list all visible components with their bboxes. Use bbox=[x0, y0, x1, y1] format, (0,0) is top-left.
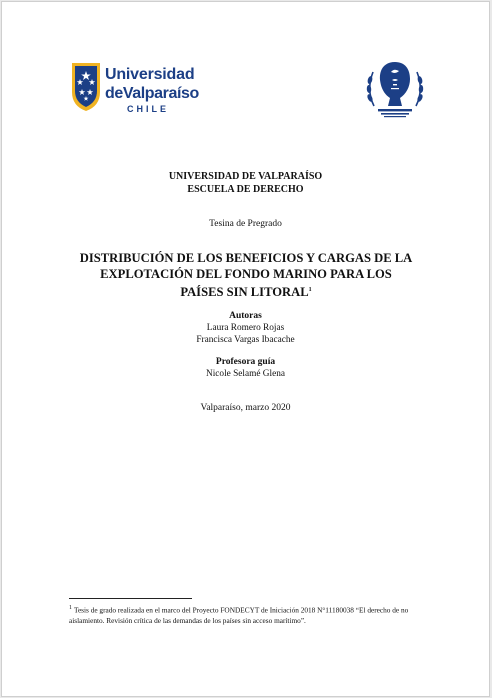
document-title bbox=[52, 250, 440, 300]
school-name: ESCUELA DE DERECHO bbox=[187, 184, 304, 195]
footnote-text: Tesis de grado realizada en el marco del Proyecto FONDECYT de Iniciación 2018 N°11180038 “El derecho de no aislamiento. Revisión crítica de las demandas de los países sin acceso marítimo”. bbox=[69, 605, 409, 626]
title-line-3: PAÍSES SIN LITORAL$^1$ bbox=[180, 285, 312, 300]
institution-block bbox=[2, 170, 489, 196]
logo-line-valparaiso: deValparaíso bbox=[105, 85, 199, 102]
title-line-2: EXPLOTACIÓN DEL FONDO MARINO PARA LOS bbox=[100, 267, 392, 281]
advisor-name: Nicole Selamé Glena bbox=[206, 369, 285, 379]
author-name: Laura Romero Rojas bbox=[206, 323, 285, 333]
law-school-seal-icon bbox=[364, 56, 426, 122]
shield-star-icon bbox=[71, 62, 101, 112]
title-line-1: DISTRIBUCIÓN DE LOS BENEFICIOS Y CARGAS DE LA bbox=[79, 251, 413, 265]
university-logo bbox=[71, 62, 199, 120]
university-name: UNIVERSIDAD DE VALPARAÍSO bbox=[168, 171, 323, 182]
title-footnote-mark: 1 bbox=[308, 287, 312, 293]
logo-line-universidad: Universidad bbox=[105, 66, 195, 83]
place-date: Valparaíso, marzo 2020 bbox=[200, 403, 291, 413]
logo-line-chile: CHILE bbox=[127, 104, 169, 114]
authors-label: Autoras bbox=[229, 311, 262, 321]
advisor-label: Profesora guía bbox=[215, 357, 276, 367]
author-name: Francisca Vargas Ibacache bbox=[196, 335, 295, 345]
document-page bbox=[1, 1, 490, 697]
authors-block bbox=[2, 310, 489, 346]
thesis-type: Tesina de Pregrado bbox=[209, 219, 282, 229]
footnote bbox=[69, 603, 425, 626]
footnote-mark: 1 bbox=[69, 605, 72, 611]
footnote-divider bbox=[69, 598, 192, 599]
advisor-block bbox=[2, 356, 489, 380]
